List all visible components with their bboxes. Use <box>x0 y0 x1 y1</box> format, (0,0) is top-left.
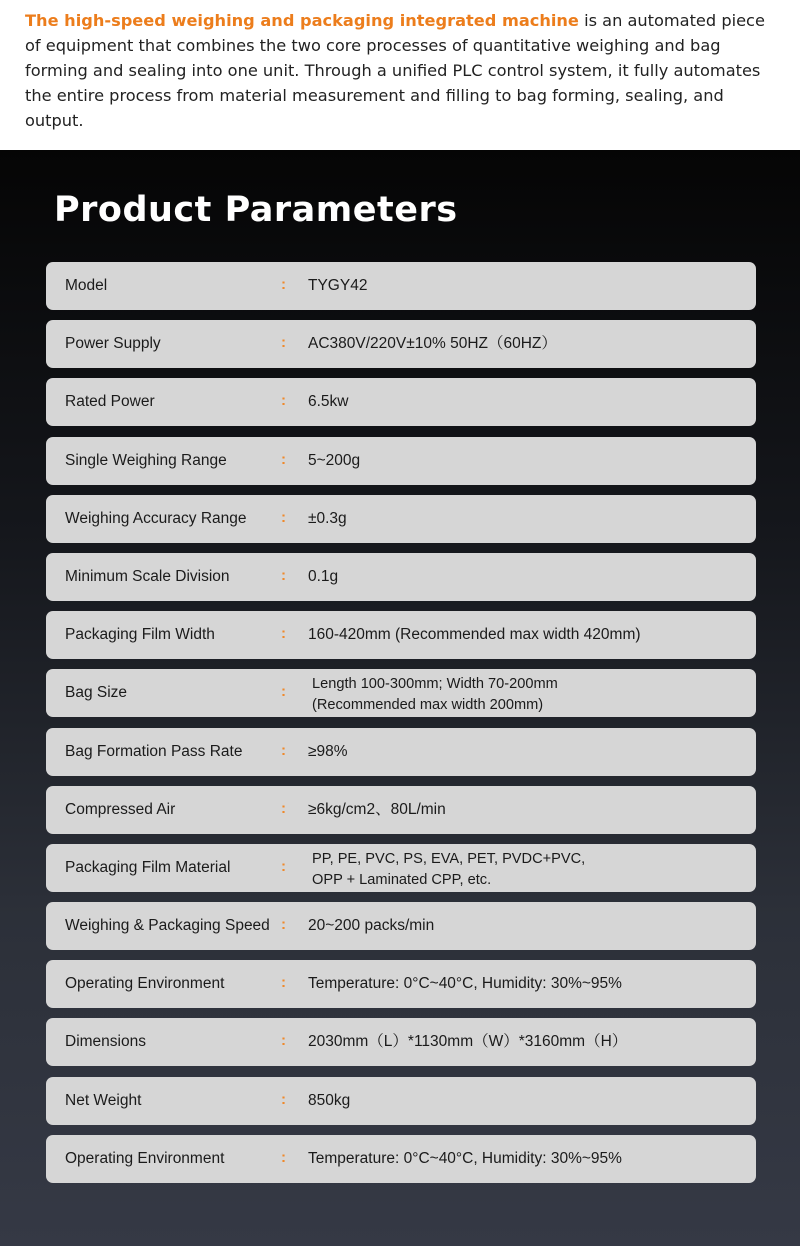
param-row-dimensions <box>46 1018 756 1066</box>
param-value <box>312 849 585 891</box>
param-value-line: (Recommended max width 200mm) <box>312 697 544 714</box>
param-label: Bag Size <box>65 684 128 702</box>
param-row-single-weighing-range <box>46 437 756 485</box>
param-row-rated-power <box>46 378 756 426</box>
param-value: 850kg <box>308 1091 351 1109</box>
param-value-line: PP, PE, PVC, PS, EVA, PET, PVDC+PVC, <box>312 850 586 867</box>
intro-highlight: The high-speed weighing and packaging integrated machine <box>25 11 579 30</box>
param-label: Packaging Film Width <box>65 626 215 644</box>
param-separator: : <box>281 1090 286 1108</box>
param-label: Compressed Air <box>65 800 176 818</box>
param-separator: : <box>281 916 286 934</box>
param-row-power-supply <box>46 320 756 368</box>
param-row-operating-environment <box>46 960 756 1008</box>
param-value: 160-420mm (Recommended max width 420mm) <box>308 626 641 644</box>
param-separator: : <box>281 625 286 643</box>
param-row-net-weight <box>46 1077 756 1125</box>
param-value: 5~200g <box>308 451 361 469</box>
param-separator: : <box>281 392 286 410</box>
param-row-compressed-air <box>46 786 756 834</box>
param-separator: : <box>281 683 286 701</box>
param-value: ±0.3g <box>308 509 347 527</box>
param-value: AC380V/220V±10% 50HZ（60HZ） <box>308 335 557 353</box>
param-label: Model <box>65 277 108 294</box>
param-row-bag-size <box>46 669 756 717</box>
param-label: Net Weight <box>65 1091 142 1109</box>
product-parameters-section <box>0 150 800 1246</box>
param-value: 0.1g <box>308 567 339 585</box>
param-row-bag-formation-pass-rate <box>46 728 756 776</box>
param-separator: : <box>281 799 286 817</box>
param-row-operating-environment-2 <box>46 1135 756 1183</box>
param-separator: : <box>281 974 286 992</box>
param-label: Weighing Accuracy Range <box>65 509 247 527</box>
param-separator: : <box>281 1032 286 1050</box>
param-row-packaging-film-material <box>46 844 756 892</box>
param-value: ≥6kg/cm2、80L/min <box>308 800 446 818</box>
param-row-packaging-film-width <box>46 611 756 659</box>
param-row-weighing-accuracy-range <box>46 495 756 543</box>
intro-text: is an automated piece of equipment that combines the two core processes of quantitative weighing and bag forming and sealing into one unit. Through a unified PLC control system, it fully automates the entire process from material measurement and filling to bag forming, sealing, and output. <box>25 11 765 130</box>
param-separator: : <box>281 857 286 875</box>
param-label: Minimum Scale Division <box>65 567 230 585</box>
param-value: Temperature: 0°C~40°C, Humidity: 30%~95% <box>308 975 622 993</box>
param-label: Operating Environment <box>65 1149 225 1167</box>
param-row-weighing-packaging-speed <box>46 902 756 950</box>
param-value-line: OPP + Laminated CPP, etc. <box>312 871 492 888</box>
section-title: Product Parameters <box>54 190 458 230</box>
param-separator: : <box>281 566 286 584</box>
parameters-list <box>46 262 756 1193</box>
param-label: Operating Environment <box>65 975 225 993</box>
param-label: Bag Formation Pass Rate <box>65 742 243 760</box>
param-value: 2030mm（L）*1130mm（W）*3160mm（H） <box>308 1033 628 1051</box>
param-label: Dimensions <box>65 1033 146 1051</box>
param-value: Temperature: 0°C~40°C, Humidity: 30%~95% <box>308 1149 622 1167</box>
param-value: ≥98% <box>308 742 348 760</box>
param-label: Weighing & Packaging Speed <box>65 917 270 935</box>
param-separator: : <box>281 276 286 293</box>
param-value: 6.5kw <box>308 393 349 411</box>
param-separator: : <box>281 741 286 759</box>
param-value-line: Length 100-300mm; Width 70-200mm <box>312 676 558 693</box>
param-value: 20~200 packs/min <box>308 917 435 935</box>
param-separator: : <box>281 450 286 468</box>
param-separator: : <box>281 334 286 352</box>
param-row-model <box>46 262 756 310</box>
param-separator: : <box>281 1148 286 1166</box>
param-label: Packaging Film Material <box>65 858 231 876</box>
param-label: Single Weighing Range <box>65 451 227 469</box>
param-value: TYGY42 <box>308 277 368 294</box>
param-value <box>312 674 558 716</box>
param-label: Power Supply <box>65 335 161 353</box>
param-label: Rated Power <box>65 393 155 411</box>
param-separator: : <box>281 508 286 526</box>
param-row-minimum-scale-division <box>46 553 756 601</box>
intro-paragraph <box>0 0 800 150</box>
